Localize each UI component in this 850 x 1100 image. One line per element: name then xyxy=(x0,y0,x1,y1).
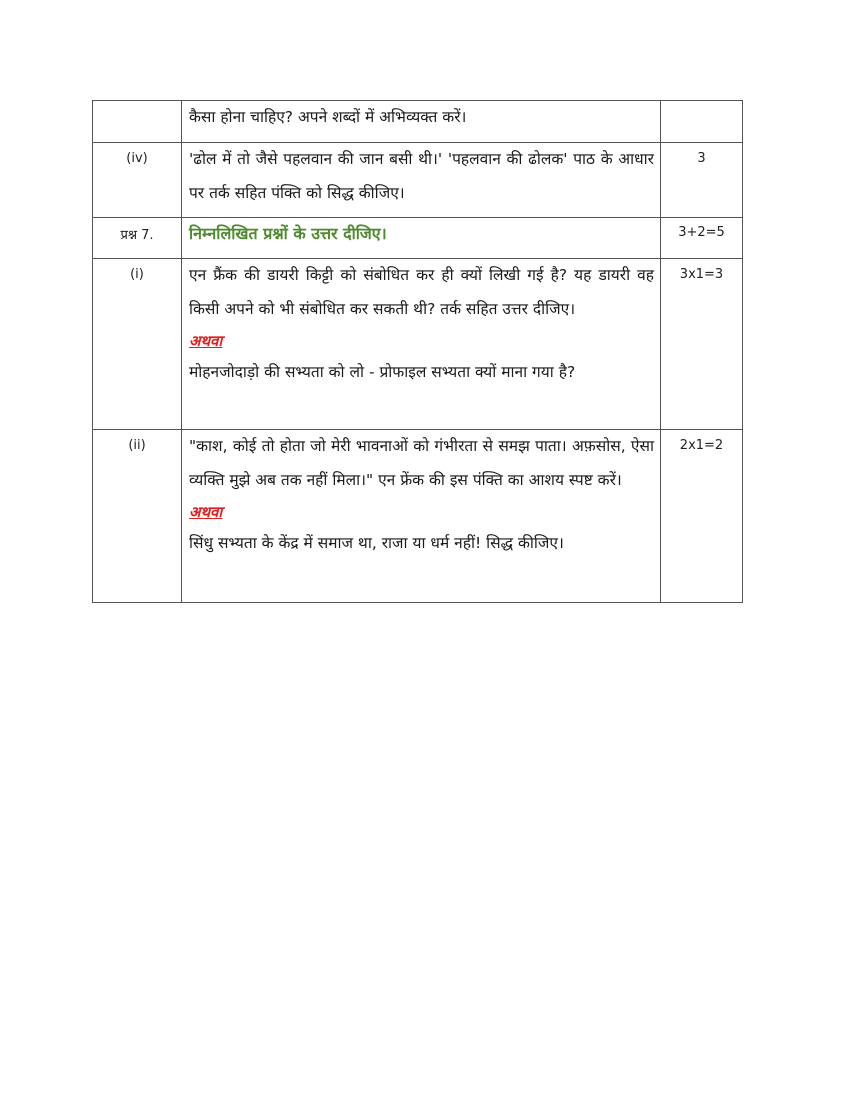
question-table xyxy=(92,100,743,603)
question-text xyxy=(182,101,661,143)
question-marks: 2x1=2 xyxy=(661,430,743,603)
question-marks xyxy=(661,101,743,143)
question-paragraph-alternative: सिंधु सभ्यता के केंद्र में समाज था, राजा या धर्म नहीं! सिद्ध कीजिए। xyxy=(189,534,564,552)
question-paragraph: 'ढोल में तो जैसे पहलवान की जान बसी थी।' 'पहलवान की ढोलक' पाठ के आधार पर तर्क सहित पंक्ति को सिद्ध कीजिए। xyxy=(189,150,654,202)
question-marks: 3x1=3 xyxy=(661,259,743,430)
question-heading-cell xyxy=(182,218,661,259)
question-number: (ii) xyxy=(93,430,182,603)
question-paragraph-alternative: मोहनजोदाड़ो की सभ्यता को लो - प्रोफाइल सभ्यता क्यों माना गया है? xyxy=(189,363,576,381)
question-marks: 3 xyxy=(661,143,743,218)
or-label: अथवा xyxy=(189,503,223,521)
table-row-question-iv xyxy=(93,143,743,218)
question-number: (iv) xyxy=(93,143,182,218)
table-row-question-7-header xyxy=(93,218,743,259)
or-label: अथवा xyxy=(189,332,223,350)
question-marks: 3+2=5 xyxy=(661,218,743,259)
question-text xyxy=(182,259,661,430)
table-row-question-ii xyxy=(93,430,743,603)
table-row-question-i xyxy=(93,259,743,430)
question-number: (i) xyxy=(93,259,182,430)
question-text xyxy=(182,143,661,218)
question-text xyxy=(182,430,661,603)
table-row-continuation xyxy=(93,101,743,143)
exam-page xyxy=(92,100,742,603)
question-number: प्रश्न 7. xyxy=(93,218,182,259)
question-heading: निम्नलिखित प्रश्नों के उत्तर दीजिए। xyxy=(189,224,387,243)
question-number xyxy=(93,101,182,143)
question-paragraph: "काश, कोई तो होता जो मेरी भावनाओं को गंभीरता से समझ पाता। अफ़सोस, ऐसा व्यक्ति मुझे अब तक नहीं मिला।" एन फ्रेंक की इस पंक्ति का आशय स्पष्ट करें। xyxy=(189,437,654,489)
question-paragraph: एन फ्रैंक की डायरी किट्टी को संबोधित कर ही क्यों लिखी गई है? यह डायरी वह किसी अपने को भी संबोधित कर सकती थी? तर्क सहित उत्तर दीजिए। xyxy=(189,266,654,318)
question-paragraph: कैसा होना चाहिए? अपने शब्दों में अभिव्यक्त करें। xyxy=(189,108,467,126)
